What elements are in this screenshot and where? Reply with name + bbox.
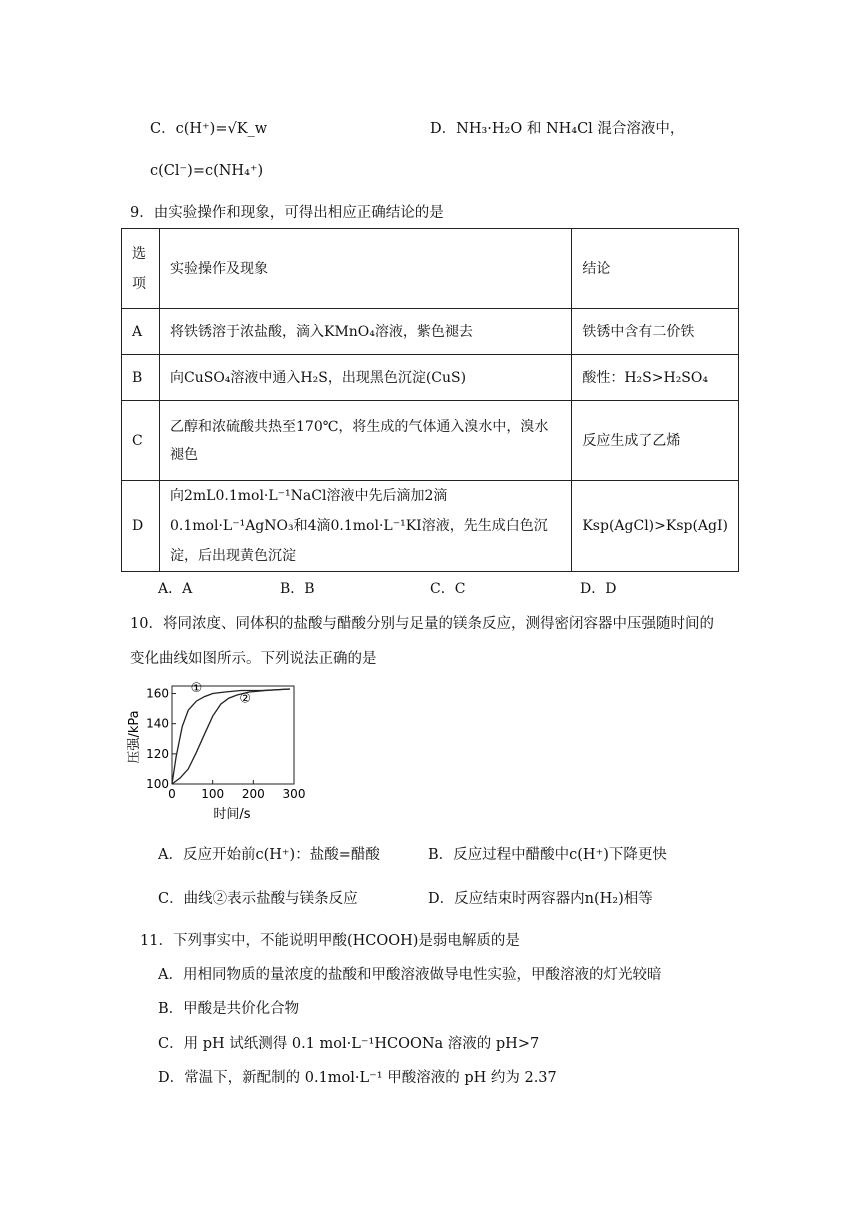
q9-table (121, 228, 739, 572)
series-line-1 (172, 689, 290, 784)
q10-stem-line2: 变化曲线如图所示。下列说法正确的是 (130, 651, 377, 667)
q10-option-c: C．曲线②表示盐酸与镁条反应 (158, 891, 358, 907)
q8-option-d-continued: c(Cl⁻)=c(NH₄⁺) (150, 163, 264, 179)
plot-frame (172, 686, 294, 784)
q9-option-d: D．D (580, 581, 617, 597)
series-label-2: ② (239, 691, 252, 707)
x-tick-label: 200 (241, 787, 265, 801)
header-operation: 实验操作及现象 (160, 229, 572, 309)
table-row (122, 355, 739, 401)
x-tick-label: 0 (168, 787, 176, 801)
row-conclusion: 铁锈中含有二价铁 (572, 309, 739, 355)
table-row (122, 401, 739, 481)
q10-stem-line1: 10．将同浓度、同体积的盐酸与醋酸分别与足量的镁条反应，测得密闭容器中压强随时间的 (130, 616, 714, 632)
y-tick-label: 140 (146, 716, 169, 731)
table-row (122, 481, 739, 572)
q9-option-b: B．B (280, 581, 315, 597)
row-conclusion: 反应生成了乙烯 (572, 401, 739, 481)
x-axis-label: 时间/s (213, 807, 251, 822)
x-tick-label: 300 (282, 787, 306, 801)
row-conclusion: 酸性：H₂S>H₂SO₄ (572, 355, 739, 401)
row-key: D (122, 481, 160, 572)
table-row (122, 309, 739, 355)
row-operation: 向2mL0.1mol·L⁻¹NaCl溶液中先后滴加2滴0.1mol·L⁻¹AgNO₃和4滴0.1mol·L⁻¹KI溶液，先生成白色沉淀，后出现黄色沉淀 (160, 481, 572, 572)
series-label-1: ① (190, 681, 203, 697)
q9-option-a: A．A (158, 581, 193, 597)
row-key: A (122, 309, 160, 355)
q8-option-c: C．c(H⁺)=√K_w (150, 121, 268, 137)
q10-option-b: B．反应过程中醋酸中c(H⁺)下降更快 (428, 847, 667, 863)
q11-option-b: B．甲酸是共价化合物 (158, 1001, 300, 1017)
y-tick-label: 100 (146, 777, 169, 791)
header-option: 选项 (122, 229, 160, 309)
q10-option-a: A．反应开始前c(H⁺)：盐酸=醋酸 (158, 847, 380, 863)
y-axis-label: 压强/kPa (127, 710, 142, 764)
q9-stem: 9．由实验操作和现象，可得出相应正确结论的是 (130, 205, 444, 221)
row-key: B (122, 355, 160, 401)
y-tick-label: 120 (146, 746, 169, 761)
table-header-row (122, 229, 739, 309)
x-tick-label: 100 (201, 787, 225, 801)
q11-option-c: C．用 pH 试纸测得 0.1 mol·L⁻¹HCOONa 溶液的 pH>7 (158, 1036, 540, 1052)
row-conclusion: Ksp(AgCl)>Ksp(AgI) (572, 481, 739, 572)
q11-option-a: A．用相同物质的量浓度的盐酸和甲酸溶液做导电性实验，甲酸溶液的灯光较暗 (158, 967, 662, 983)
header-conclusion: 结论 (572, 229, 739, 309)
q8-option-d: D．NH₃·H₂O 和 NH₄Cl 混合溶液中， (430, 121, 685, 137)
y-tick-label: 160 (146, 686, 169, 701)
row-key: C (122, 401, 160, 481)
q11-stem: 11．下列事实中，不能说明甲酸(HCOOH)是弱电解质的是 (140, 933, 520, 949)
q9-option-c: C．C (430, 581, 466, 597)
series-line-2 (172, 689, 290, 784)
row-operation: 将铁锈溶于浓盐酸，滴入KMnO₄溶液，紫色褪去 (160, 309, 572, 355)
row-operation: 乙醇和浓硫酸共热至170℃，将生成的气体通入溴水中，溴水褪色 (160, 401, 572, 481)
q10-option-d: D．反应结束时两容器内n(H₂)相等 (428, 891, 653, 907)
pressure-time-chart (124, 676, 324, 826)
q11-option-d: D．常温下，新配制的 0.1mol·L⁻¹ 甲酸溶液的 pH 约为 2.37 (158, 1070, 557, 1086)
row-operation: 向CuSO₄溶液中通入H₂S，出现黑色沉淀(CuS) (160, 355, 572, 401)
